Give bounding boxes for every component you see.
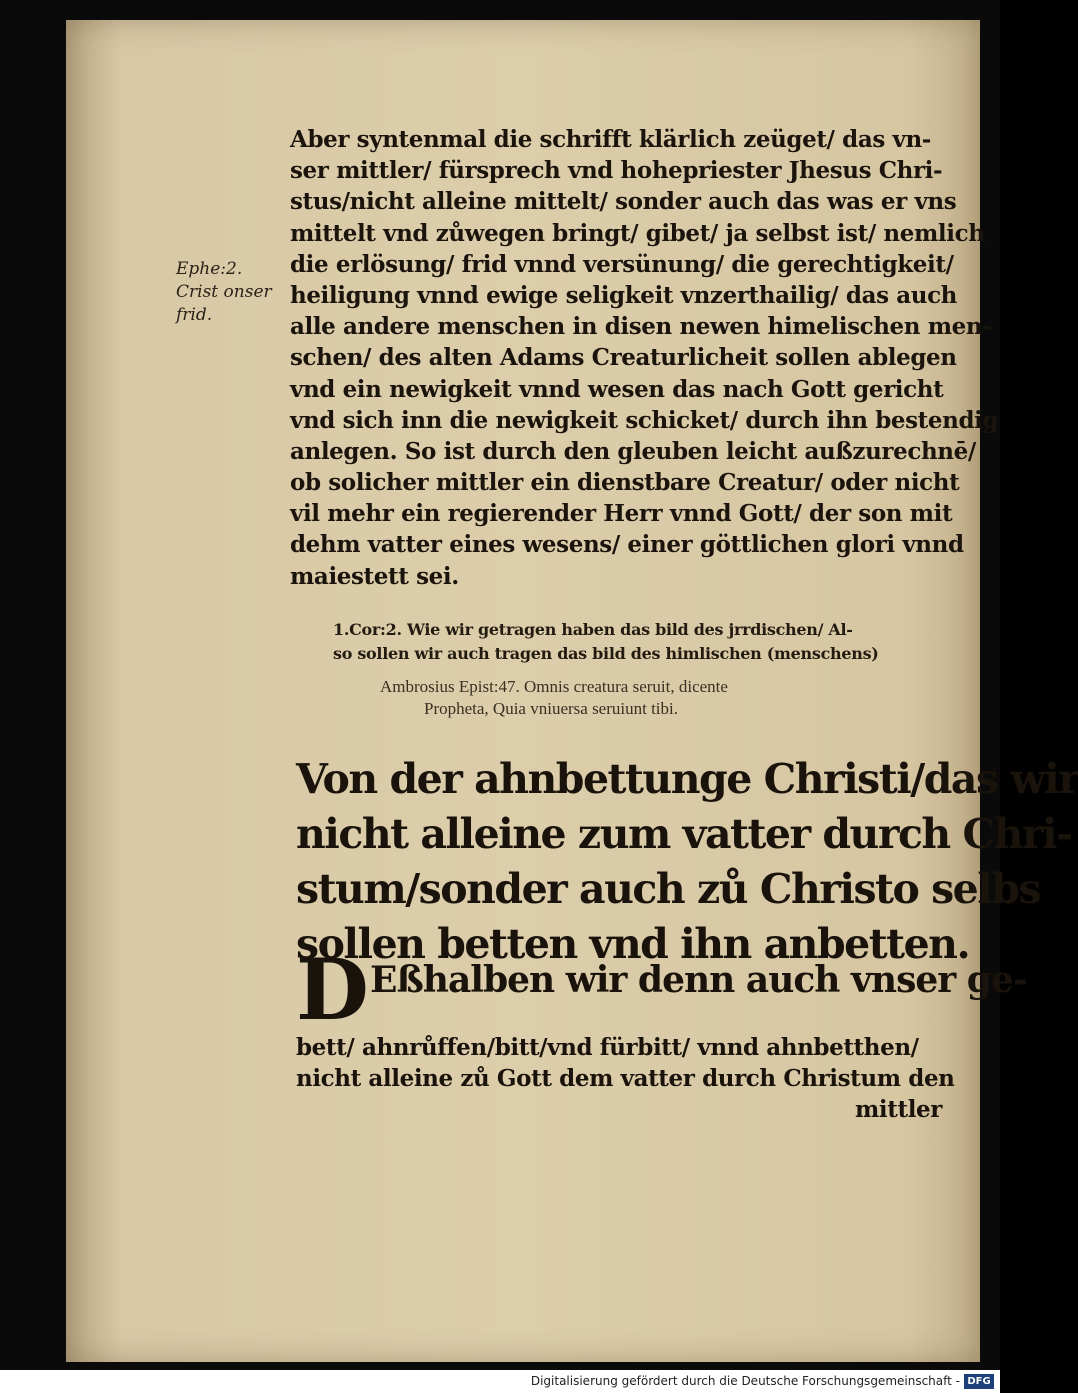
heading-line: stum/sonder auch zů Christo selbs bbox=[296, 865, 1041, 913]
text-line: alle andere menschen in disen newen himelischen men- bbox=[290, 313, 992, 341]
text-line: mittelt vnd zůwegen bringt/ gibet/ ja selbst ist/ nemlich bbox=[290, 219, 985, 247]
heading-line: nicht alleine zum vatter durch Chri- bbox=[296, 810, 1072, 858]
digitization-footer bbox=[0, 1370, 1000, 1393]
latin-line: Propheta, Quia vniuersa seruiunt tibi. bbox=[424, 699, 679, 718]
heading-line: Von der ahnbettunge Christi/das wir bbox=[296, 755, 1078, 803]
text-line: die erlösung/ frid vnnd versünung/ die gerechtigkeit/ bbox=[290, 250, 954, 278]
marginal-note bbox=[176, 258, 276, 327]
opening-lines bbox=[296, 1032, 956, 1126]
text-line: anlegen. So ist durch den gleuben leicht außzurechnē/ bbox=[290, 437, 976, 465]
text-line: heiligung vnnd ewige seligkeit vnzerthailig/ das auch bbox=[290, 281, 957, 309]
section-heading bbox=[296, 752, 1078, 972]
marginal-note-line: Ephe:2. bbox=[176, 259, 243, 279]
reference-line: so sollen wir auch tragen das bild des himlischen (menschens) bbox=[333, 644, 879, 663]
scripture-reference bbox=[333, 618, 923, 666]
text-line: dehm vatter eines wesens/ einer göttlichen glori vnnd bbox=[290, 531, 964, 559]
dfg-logo-icon: DFG bbox=[964, 1374, 994, 1389]
text-line: nicht alleine zů Gott dem vatter durch Christum den bbox=[296, 1065, 955, 1093]
text-line: vnd sich inn die newigkeit schicket/ durch ihn bestendig bbox=[290, 406, 999, 434]
text-line: stus/nicht alleine mittelt/ sonder auch das was er vns bbox=[290, 188, 957, 216]
text-line: schen/ des alten Adams Creaturlicheit sollen ablegen bbox=[290, 344, 957, 372]
marginal-note-line: frid. bbox=[176, 305, 213, 325]
drop-cap: D bbox=[296, 940, 369, 1039]
latin-line: Ambrosius Epist:47. Omnis creatura seruit, dicente bbox=[380, 677, 728, 696]
text-line: Aber syntenmal die schrifft klärlich zeüget/ das vn- bbox=[290, 126, 931, 153]
catchword: mittler bbox=[854, 1096, 942, 1124]
text-line: bett/ ahnrůffen/bitt/vnd fürbitt/ vnnd ahnbetthen/ bbox=[296, 1034, 919, 1061]
reference-line: 1.Cor:2. Wie wir getragen haben das bild des jrrdischen/ Al- bbox=[333, 620, 853, 639]
text-line: ser mittler/ fürsprech vnd hohepriester Jhesus Chri- bbox=[290, 157, 943, 185]
main-paragraph bbox=[290, 124, 999, 592]
footer-credit: Digitalisierung gefördert durch die Deutsche Forschungsgemeinschaft - bbox=[530, 1374, 960, 1388]
text-line: vil mehr ein regierender Herr vnnd Gott/ der son mit bbox=[290, 500, 953, 528]
text-line: maiestett sei. bbox=[290, 562, 459, 590]
text-line: vnd ein newigkeit vnnd wesen das nach Gott gericht bbox=[290, 375, 944, 403]
heading-line: sollen betten vnd ihn anbetten. bbox=[296, 920, 970, 968]
latin-quotation bbox=[380, 676, 940, 720]
marginal-note-line: Crist onser bbox=[176, 282, 272, 302]
text-line: ob solicher mittler ein dienstbare Creatur/ oder nicht bbox=[290, 469, 960, 497]
opening-first-line: Eßhalben wir denn auch vnser ge- bbox=[370, 959, 1027, 1001]
